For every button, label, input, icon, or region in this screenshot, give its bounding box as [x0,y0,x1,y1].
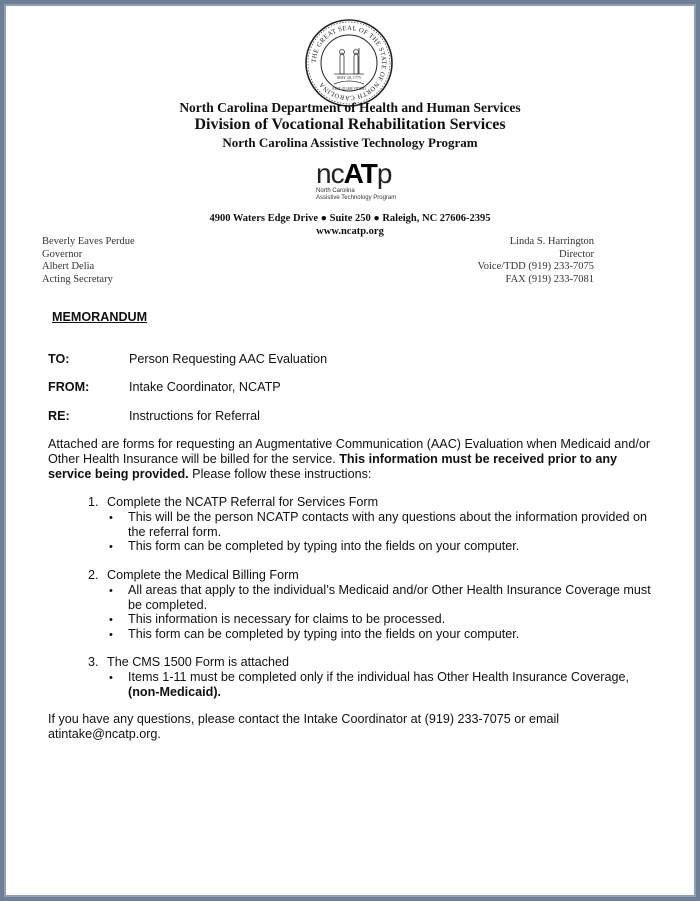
bullet-icon: • [109,629,113,641]
seal-motto: ESSE QUAM VIDERI [332,87,366,91]
closing-line-1: If you have any questions, please contact the Intake Coordinator at (919) 233-7075 or email [48,712,560,726]
step-3-bullet-1-line-1: Items 1-11 must be completed only if the individual has Other Health Insurance Coverage, [128,670,629,684]
step-1-bullet-2: This form can be completed by typing into the fields on your computer. [128,539,520,553]
step-2-bullet-1-line-1: All areas that apply to the individual’s Medicaid and/or Other Health Insurance Coverage must [128,583,651,597]
to-value: Person Requesting AAC Evaluation [129,352,328,366]
step-3-bullet-1-line-2: (non-Medicaid). [128,685,222,699]
official-name-director: Linda S. Harrington [509,236,594,247]
from-value: Intake Coordinator, NCATP [129,380,281,394]
seal-date: MAY 20, 1775 [337,75,361,80]
intro-line-2-plain: Other Health Insurance will be billed for the service. [48,452,340,466]
step-2-bullet-3: This form can be completed by typing into the fields on your computer. [128,627,520,641]
step-3-title: The CMS 1500 Form is attached [107,655,289,669]
to-label: TO: [48,352,70,366]
program-name: North Carolina Assistive Technology Program [222,135,478,150]
bullet-icon: • [109,541,113,553]
seal-ring-text: THE GREAT SEAL OF THE STATE OF NORTH CAROLINA [310,24,388,102]
intro-line-3 [48,467,371,482]
step-1-bullet-1-line-2: the referral form. [128,525,222,539]
step-1-title: Complete the NCATP Referral for Services Form [107,495,379,509]
step-2-bullet-1-line-2: be completed. [128,598,208,612]
officials-right [478,236,594,286]
official-name-secretary: Albert Delia [42,261,95,272]
official-title-secretary: Acting Secretary [42,273,113,285]
intro-line-1: Attached are forms for requesting an Augmentative Communication (AAC) Evaluation when Medicaid and/or [48,437,651,451]
step-3-number: 3. [88,655,99,669]
closing-email[interactable]: atintake@ncatp.org. [48,727,161,741]
official-title-director: Director [559,248,594,260]
division-name: Division of Vocational Rehabilitation Services [194,116,506,133]
step-1-bullet-1-line-1: This will be the person NCATP contacts with any questions about the information provided on [128,510,647,524]
bullet-icon: • [109,512,113,524]
step-1-number: 1. [88,495,99,509]
step-2-title: Complete the Medical Billing Form [107,568,299,582]
bullet-icon: • [109,614,113,626]
intro-line-2-bold: This information must be received prior to any [339,452,618,466]
department-name: North Carolina Department of Health and Human Services [179,100,521,115]
re-label: RE: [48,409,70,423]
intro-line-3-plain: Please follow these instructions: [188,467,372,481]
website-link[interactable]: www.ncatp.org [316,226,384,237]
logo-at: AT [343,158,377,189]
memo-heading: MEMORANDUM [52,310,148,324]
from-label: FROM: [48,380,90,394]
re-value: Instructions for Referral [129,409,260,423]
logo-p: p [376,158,392,189]
official-name-governor: Beverly Eaves Perdue [42,236,135,247]
logo-line2: Assistive Technology Program [316,195,397,201]
official-title-governor: Governor [42,248,83,260]
voice-tdd-number: Voice/TDD (919) 233-7075 [477,261,594,272]
officials-left [42,236,135,286]
state-seal-icon [304,18,394,108]
logo-nc: nc [316,158,344,189]
bullet-icon: • [109,672,113,684]
intro-line-2 [48,452,617,467]
step-2-number: 2. [88,568,99,582]
fax-number: FAX (919) 233-7081 [505,273,594,285]
address-line: 4900 Waters Edge Drive ● Suite 250 ● Raleigh, NC 27606-2395 [209,213,491,224]
bullet-icon: • [109,585,113,597]
intro-line-3-bold: service being provided. [48,467,189,481]
step-2-bullet-2: This information is necessary for claims to be processed. [128,612,446,626]
ncatp-logo [316,158,416,208]
logo-line1: North Carolina [316,188,355,194]
document-page [6,6,694,895]
